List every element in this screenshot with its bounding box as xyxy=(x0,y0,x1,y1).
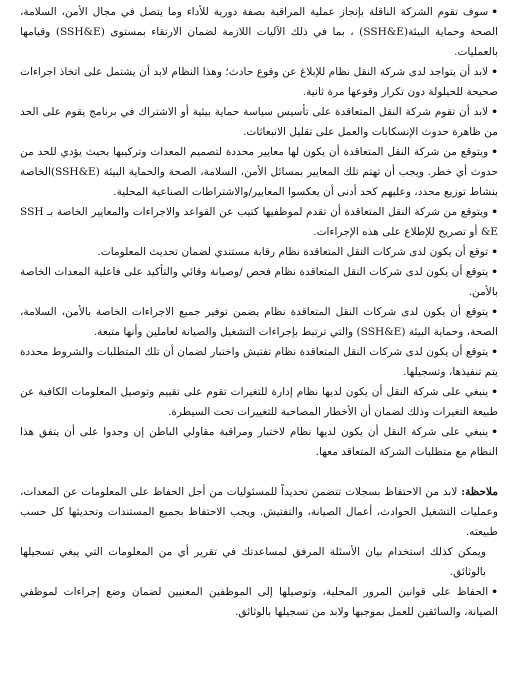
bullet-icon: • xyxy=(491,586,498,598)
list-item-text: لابد أن يتواجد لدى شركة النقل نظام للإبلاغ عن وقوع حادث؛ وهذا النظام لابد أن يشتمل على اتخاذ اجراءات صحيحة للحيلولة دون تكرار وقوعها مرة ثانية. xyxy=(20,66,498,98)
list-item-text: توقع أن يكون لدى شركات النقل المتعاقدة نظام رقابة مستندي لضمان تحديث المعلومات. xyxy=(97,246,489,258)
bullet-icon: • xyxy=(491,246,498,258)
bullet-icon: • xyxy=(491,206,498,218)
note-text: لابد من الاحتفاظ بسجلات تتضمن تحديداً للمسئوليات من أجل الحفاظ على المعلومات عن المعدات، وعمليات التشغيل الحوادث، أعمال الصيانة، والتفتيش. ويجب الاحتفاظ بجميع المستندات وتحديثها كل حسب طبيعته. xyxy=(20,486,498,538)
bullet-icon: • xyxy=(491,306,498,318)
note-paragraph xyxy=(20,482,498,542)
list-item xyxy=(20,142,498,202)
list-item xyxy=(20,582,498,622)
list-item-text: سوف تقوم الشركة الناقلة بإنجاز عملية المراقبة بصفة دورية للأداء وما يتصل في مجال الأمن، السلامة، الصحة وحماية البيئة(SSH&E) ، بما في ذلك الآليات اللازمة لضمان الارتقاء بمستوى (SSH&E) وقيامها بالعمليات. xyxy=(20,6,498,58)
list-item-text: ينبغي على شركة النقل أن يكون لديها نظام لاختبار ومراقبة مقاولي الباطن إن وجدوا على أن يتفق هذا النظام مع متطلبات الشركة المتعاقد معها. xyxy=(20,426,498,458)
list-item xyxy=(20,422,498,462)
bullet-icon: • xyxy=(491,106,498,118)
list-item-text: يتوقع أن يكون لدى شركات النقل المتعاقدة نظام تفتيش واختبار لضمان أن تلك المتطلبات والشروط محددة يتم تنفيذها، وتسجيلها. xyxy=(20,346,498,378)
final-list xyxy=(20,582,498,622)
list-item xyxy=(20,2,498,62)
list-item-text: يتوقع أن يكون لدى شركات النقل المتعاقدة نظام يضمن توفير جميع الاجراءات الخاصة بالأمن، السلامة، الصحة، وحماية البيئة (SSH&E) والتي ترتبط بإجراءات التشغيل والصيانة لعاملين وأنها متبعة. xyxy=(20,306,498,338)
list-item-text: ويتوقع من شركة النقل المتعاقدة أن تقدم لموظفيها كتيب عن القواعد والاجراءات والمعايير الخاصة بـ SSH &E أو تصريح للإطلاع على هذه الإجراءات. xyxy=(20,206,498,238)
list-item xyxy=(20,262,498,302)
list-item-text: لابد أن تقوم شركة النقل المتعاقدة على تأسيس سياسة حماية بيئية أو الاشتراك في برنامج يقوم على الحد من ظاهرة حدوث الإنسكابات والعمل على تقليل الانبعاثات. xyxy=(20,106,498,138)
list-item xyxy=(20,102,498,142)
bullet-icon: • xyxy=(491,426,498,438)
list-item-text: يتوقع أن يكون لدى شركات النقل المتعاقدة نظام فحص /وصيانة وقائي والتأكيد على فاعلية المعدات الخاصة بالأمن. xyxy=(20,266,498,298)
list-item xyxy=(20,382,498,422)
list-item xyxy=(20,302,498,342)
list-item-text: الحفاظ على قوانين المرور المحلية، وتوصيلها إلى الموظفين المعنيين لضمان وضع إجراءات لموظفي الصيانة، والسائقين للعمل بموجبها ولابد من تسجيلها بالوثائق. xyxy=(20,586,498,618)
bullet-icon: • xyxy=(491,66,498,78)
list-item xyxy=(20,342,498,382)
closing-paragraph: ويمكن كذلك استخدام بيان الأسئلة المرفق لمساعدتك في تقرير أي من المعلومات التي يبغي تسجيلها بالوثائق. xyxy=(20,546,486,578)
list-item xyxy=(20,202,498,242)
list-item-text: ينبغي على شركة النقل أن يكون لديها نظام إدارة للتغيرات تقوم على تقييم وتوصيل المعلومات الكافية عن طبيعة التغيرات وذلك لضمان أن الأخطار المصاحبة للتغييرات تحت السيطرة. xyxy=(20,386,498,418)
note-label: ملاحظة: xyxy=(461,486,498,498)
bullet-icon: • xyxy=(491,346,498,358)
requirements-list xyxy=(20,2,498,462)
bullet-icon: • xyxy=(491,6,498,18)
list-item xyxy=(20,242,498,262)
list-item-text: ويتوقع من شركة النقل المتعاقدة أن يكون لها معايير محددة لتصميم المعدات وتركيبها بحيث يؤدي للحد من حدوث أي خطر. ويجب أن تهتم تلك المعايير بمسائل الأمن، السلامة، الصحة والحماية البيئة (SSH&E)الخاصة بنشاط توزيع محدد، وعليهم كحد أدنى أن يعكسوا المعايير/والاشتراطات الصناعية المحلية. xyxy=(20,146,498,198)
bullet-icon: • xyxy=(491,386,498,398)
list-item xyxy=(20,62,498,102)
bullet-icon: • xyxy=(491,266,498,278)
bullet-icon: • xyxy=(491,146,498,158)
section-gap xyxy=(20,462,498,482)
